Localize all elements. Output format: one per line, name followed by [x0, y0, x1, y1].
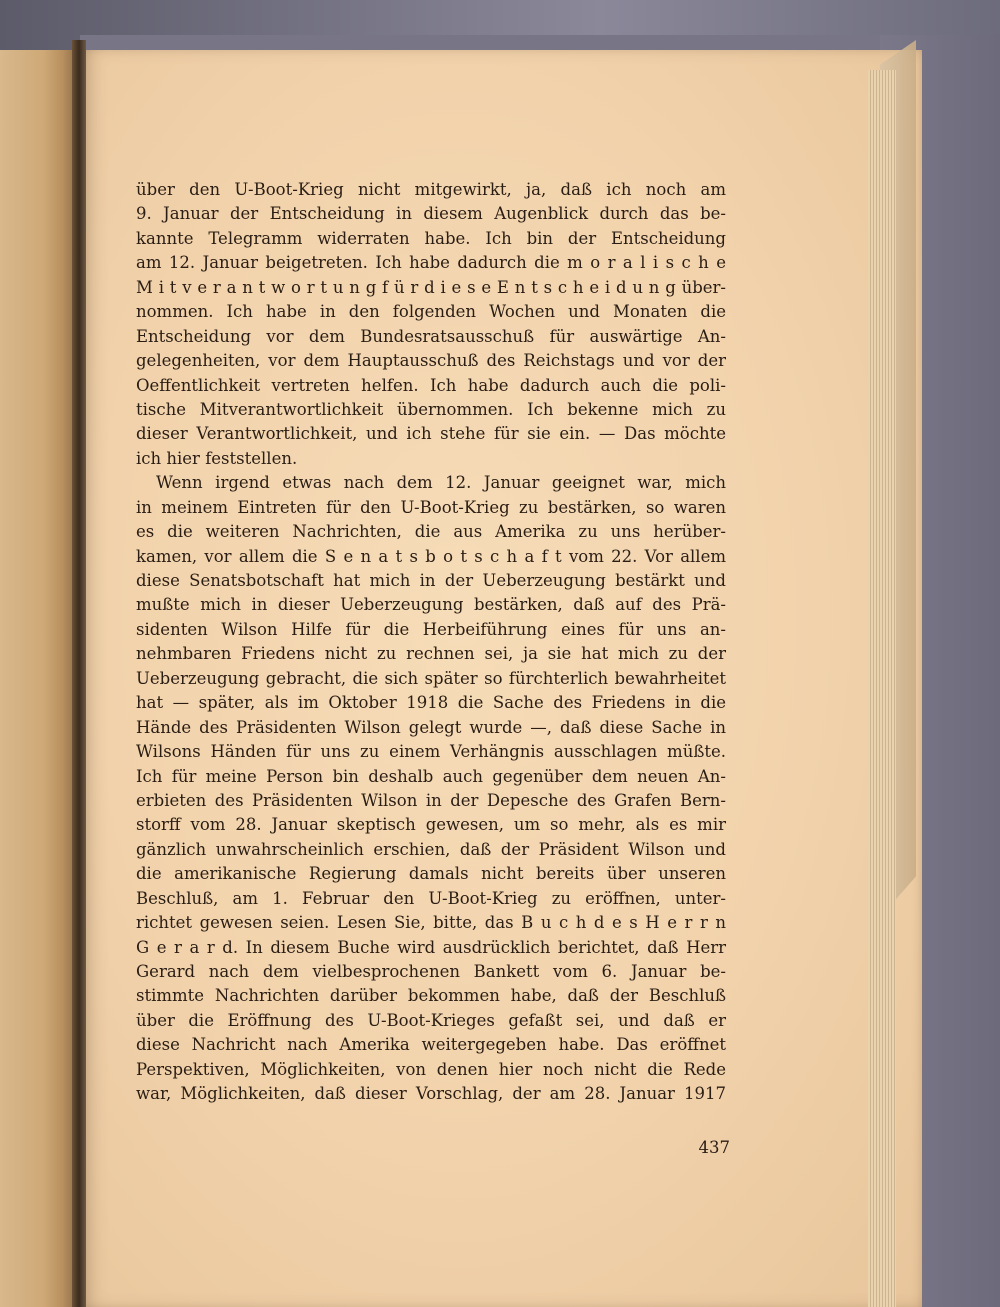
text-line: über die Eröffnung des U-Boot-Krieges gefaßt sei, und daß er	[136, 1010, 726, 1030]
text-line: war, Möglichkeiten, daß dieser Vorschlag, der am 28. Januar 1917	[136, 1084, 726, 1104]
text-line: tische Mitverantwortlichkeit übernommen. Ich bekenne mich zu	[136, 399, 726, 419]
text-line: die amerikanische Regierung damals nicht bereits über unseren	[136, 864, 726, 884]
text-line: mußte mich in dieser Ueberzeugung bestärken, daß auf des Prä-	[136, 595, 726, 615]
page-number: 437	[698, 1138, 730, 1157]
text-line: kannte Telegramm widerraten habe. Ich bin der Entscheidung	[136, 228, 726, 248]
book-gutter	[72, 40, 86, 1307]
text-line: gelegenheiten, vor dem Hauptausschuß des Reichstags und vor der	[136, 351, 726, 371]
body-text	[136, 178, 726, 1107]
text-line: Oeffentlichkeit vertreten helfen. Ich habe dadurch auch die poli-	[136, 375, 726, 395]
text-line: nehmbaren Friedens nicht zu rechnen sei, ja sie hat mich zu der	[136, 644, 726, 664]
facing-page	[0, 50, 78, 1307]
text-line: es die weiteren Nachrichten, die aus Amerika zu uns herüber-	[136, 522, 726, 542]
text-line: über den U-Boot-Krieg nicht mitgewirkt, ja, daß ich noch am	[136, 180, 726, 199]
text-line: Beschluß, am 1. Februar den U-Boot-Krieg zu eröffnen, unter-	[136, 888, 726, 908]
text-line: diese Nachricht nach Amerika weitergegeben habe. Das eröffnet	[136, 1035, 726, 1055]
text-line: Ich für meine Person bin deshalb auch gegenüber dem neuen An-	[136, 766, 726, 786]
text-line: Ueberzeugung gebracht, die sich später so fürchterlich bewahrheitet	[136, 668, 726, 688]
text-line: am 12. Januar beigetreten. Ich habe dadurch die m o r a l i s c h e	[136, 253, 726, 273]
text-line: 9. Januar der Entscheidung in diesem Augenblick durch das be-	[136, 204, 726, 224]
page-edges	[868, 70, 896, 1307]
text-line: G e r a r d. In diesem Buche wird ausdrücklich berichtet, daß Herr	[136, 937, 726, 957]
text-line: richtet gewesen seien. Lesen Sie, bitte, das B u c h d e s H e r r n	[136, 913, 726, 933]
text-line: storff vom 28. Januar skeptisch gewesen, um so mehr, als es mir	[136, 815, 726, 835]
text-line: erbieten des Präsidenten Wilson in der Depesche des Grafen Bern-	[136, 790, 726, 810]
text-line: stimmte Nachrichten darüber bekommen habe, daß der Beschluß	[136, 986, 726, 1006]
text-line: sidenten Wilson Hilfe für die Herbeiführung eines für uns an-	[136, 619, 726, 639]
text-line: dieser Verantwortlichkeit, und ich stehe für sie ein. — Das möchte	[136, 424, 726, 444]
text-line: Gerard nach dem vielbesprochenen Bankett vom 6. Januar be-	[136, 962, 726, 981]
text-line: ich hier feststellen.	[136, 448, 298, 468]
text-line: diese Senatsbotschaft hat mich in der Ueberzeugung bestärkt und	[136, 571, 726, 590]
text-line: Hände des Präsidenten Wilson gelegt wurde —, daß diese Sache in	[136, 717, 726, 737]
text-line: Perspektiven, Möglichkeiten, von denen hier noch nicht die Rede	[136, 1059, 726, 1079]
text-line: Wilsons Händen für uns zu einem Verhängnis ausschlagen müßte.	[136, 742, 726, 762]
text-line: M i t v e r a n t w o r t u n g f ü r d i e s e E n t s c h e i d u n g über-	[136, 277, 726, 297]
text-line: nommen. Ich habe in den folgenden Wochen und Monaten die	[136, 302, 726, 322]
text-line: in meinem Eintreten für den U-Boot-Krieg zu bestärken, so waren	[136, 497, 726, 517]
text-line: Wenn irgend etwas nach dem 12. Januar geeignet war, mich	[156, 473, 726, 493]
text-line: hat — später, als im Oktober 1918 die Sache des Friedens in die	[136, 693, 726, 713]
text-line: Entscheidung vor dem Bundesratsausschuß für auswärtige An-	[136, 326, 726, 346]
text-line: gänzlich unwahrscheinlich erschien, daß der Präsident Wilson und	[136, 839, 726, 859]
text-line: kamen, vor allem die S e n a t s b o t s c h a f t vom 22. Vor allem	[136, 546, 726, 566]
